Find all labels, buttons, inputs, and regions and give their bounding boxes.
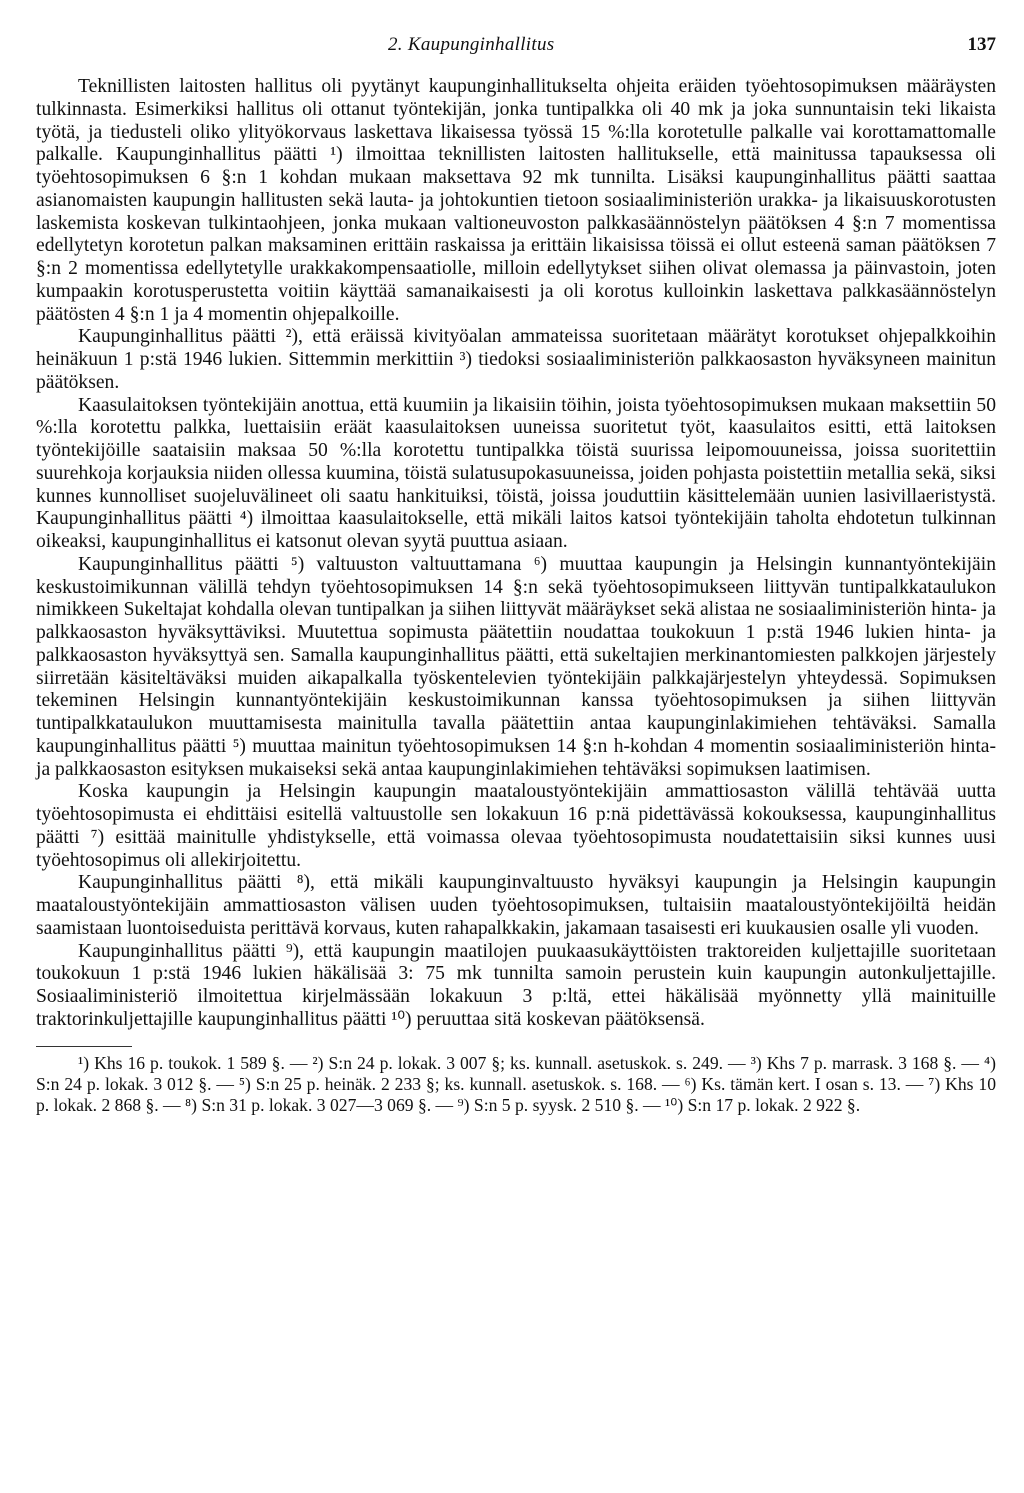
footnotes <box>36 1053 996 1116</box>
body-text <box>36 76 996 1032</box>
running-head <box>36 28 996 58</box>
paragraph: Kaupunginhallitus päätti ⁹), että kaupungin maatilojen puukaasukäyttöisten traktoreiden kuljettajille suoritetaan toukokuun 1 p:stä 1946 lukien häkälisää 3: 75 mk tunnilta samoin perustein kuin kaupungin autonkuljettajille. Sosiaaliministeriö ilmoitettua kirjelmässään lokakuun 3 p:ltä, ettei häkälisää myönnetty yllä mainituille traktorinkuljettajille kaupunginhallitus päätti ¹⁰) peruuttaa sitä koskevan päätöksensä. <box>36 940 996 1030</box>
paragraph: Kaupunginhallitus päätti ⁸), että mikäli kaupunginvaltuusto hyväksyi kaupungin ja Helsingin kaupungin maataloustyöntekijäin ammattiosaston välisen uuden työehtosopimuksen, tultaisiin maataloustyöntekijöiltä heidän saamistaan luontoiseduista perittävä korvaus, kuten rahapalkkakin, jakamaan tasaisesti eri kuukausien osalle yli vuoden. <box>36 872 996 939</box>
paragraph: Kaupunginhallitus päätti ⁵) valtuuston valtuuttamana ⁶) muuttaa kaupungin ja Helsingin kunnantyöntekijäin keskustoimikunnan välillä tehdyn työehtosopimuksen 14 §:n sekä työehtosopimukseen liittyvän tuntipalkkataulukon nimikkeen Sukeltajat kohdalla olevan tuntipalkan ja siihen liittyvät määräykset sekä alistaa ne sosiaaliministeriön hinta- ja palkkaosaston hyväksyttäviksi. Muutettua sopimusta päätettiin noudattaa toukokuun 1 p:stä 1946 lukien hinta- ja palkkaosaston hyväksyttyä sen. Samalla kaupunginhallitus päätti, että sukeltajien merkinantomiesten palkkojen järjestely siirretään käsiteltäväksi muiden aikapalkalla työskentelevien työntekijäin palkkajärjestelyn yhteydessä. Sopimuksen tekeminen Helsingin kunnantyöntekijäin keskustoimikunnan kanssa työehtosopimuksen ja siihen liittyvän tuntipalkkataulukon muuttamisesta mainitulla tavalla päätettiin antaa kaupunginlakimiehen tehtäväksi. Samalla kaupunginhallitus päätti ⁵) muuttaa mainitun työehtosopimuksen 14 §:n h-kohdan 4 momentin sosiaaliministeriön hinta- ja palkkaosaston esityksen mukaiseksi sekä antaa kaupunginlakimiehen tehtäväksi sopimuksen laatimisen. <box>36 553 996 780</box>
paragraph: Teknillisten laitosten hallitus oli pyytänyt kaupunginhallitukselta ohjeita eräiden työehtosopimuksen määräysten tulkinnasta. Esimerkiksi hallitus oli ottanut työntekijän, jonka tuntipalkka oli 40 mk ja joka sunnuntaisin teki likaista työtä, ja tiedusteli oliko ylityökorvaus laskettava likaisessa työssä 15 %:lla korotetulle palkalle vai korottamattomalle palkalle. Kaupunginhallitus päätti ¹) ilmoittaa teknillisten laitosten hallitukselle, että mainitussa tapauksessa oli työehtosopimuksen 6 §:n 1 kohdan mukaan maksettava 92 mk tunnilta. Lisäksi kaupunginhallitus päätti saattaa asianomaisten kaupungin hallitusten sekä lauta- ja johtokuntien tietoon sosiaaliministeriön urakka- ja likaisuuskorotusten laskemista koskevan tulkintaohjeen, jonka mukaan valtioneuvoston palkkasäännöstelyn päätöksen 4 §:n 7 momentissa edellytetyn korotetun palkan maksaminen erittäin raskaissa ja erittäin likaisissa töissä ei ollut esteenä saman päätöksen 7 §:n 2 momentissa edellytetylle urakkakompensaatiolle, milloin edellytykset siihen olivat olemassa ja päinvastoin, joten kumpaakin korotusperustetta voitiin käyttää samanaikaisesti ja oli korotus kulloinkin laskettava palkkasäännöstelyn päätösten 4 §:n 1 ja 4 momentin ohjepalkoille. <box>36 76 996 325</box>
paragraph: Kaasulaitoksen työntekijäin anottua, että kuumiin ja likaisiin töihin, joista työehtosopimuksen mukaan maksettiin 50 %:lla korotettu palkka, luettaisiin eräät kaasulaitoksen uuneissa suoritetut työt, kaasulaitos esitti, että laitoksen työntekijöille saataisiin maksaa 50 %:lla korotettu tuntipalkka töistä suurissa leipomouuneissa, joissa suoritettiin suurehkoja korjauksia niiden ollessa kuumina, töistä sulatusupokasuuneissa, joiden pohjasta poistettiin metallia sekä, siksi kunnes kunnolliset suojeluvälineet oli saatu hankituiksi, töistä, joissa jouduttiin käsittelemään uunien lasivillaeristystä. Kaupunginhallitus päätti ⁴) ilmoittaa kaasulaitokselle, että mikäli laitos katsoi työntekijäin taholta ehdotetun tulkinnan oikeaksi, kaupunginhallitus ei katsonut olevan syytä puuttua asiaan. <box>36 394 996 552</box>
document-page <box>36 28 996 1116</box>
page-number: 137 <box>967 34 996 55</box>
paragraph: Kaupunginhallitus päätti ²), että eräissä kivityöalan ammateissa suoritetaan määrätyt korotukset ohjepalkkoihin heinäkuun 1 p:stä 1946 lukien. Sittemmin merkittiin ³) tiedoksi sosiaaliministeriön palkkaosaston hyväksyneen mainitun päätöksen. <box>36 326 996 393</box>
paragraph: Koska kaupungin ja Helsingin kaupungin maataloustyöntekijäin ammattiosaston välillä tehtävää uutta työehtosopimusta ei ehdittäisi esitellä valtuustolle sen lokakuun 16 p:nä pidettävässä kokouksessa, kaupunginhallitus päätti ⁷) esittää mainitulle yhdistykselle, että voimassa olevaa työehtosopimusta noudatettaisiin siksi kunnes uusi työehtosopimus oli allekirjoitettu. <box>36 781 996 871</box>
footnote-divider <box>36 1046 132 1047</box>
footnote-text: ¹) Khs 16 p. toukok. 1 589 §. — ²) S:n 24 p. lokak. 3 007 §; ks. kunnall. asetuskok. s. 249. — ³) Khs 7 p. marrask. 3 168 §. — ⁴) S:n 24 p. lokak. 3 012 §. — ⁵) S:n 25 p. heinäk. 2 233 §; ks. kunnall. asetuskok. s. 168. — ⁶) Ks. tämän kert. I osan s. 13. — ⁷) Khs 10 p. lokak. 2 868 §. — ⁸) S:n 31 p. lokak. 3 027—3 069 §. — ⁹) S:n 5 p. syysk. 2 510 §. — ¹⁰) S:n 17 p. lokak. 2 922 §. <box>36 1052 996 1115</box>
running-title: 2. Kaupunginhallitus <box>388 34 555 55</box>
